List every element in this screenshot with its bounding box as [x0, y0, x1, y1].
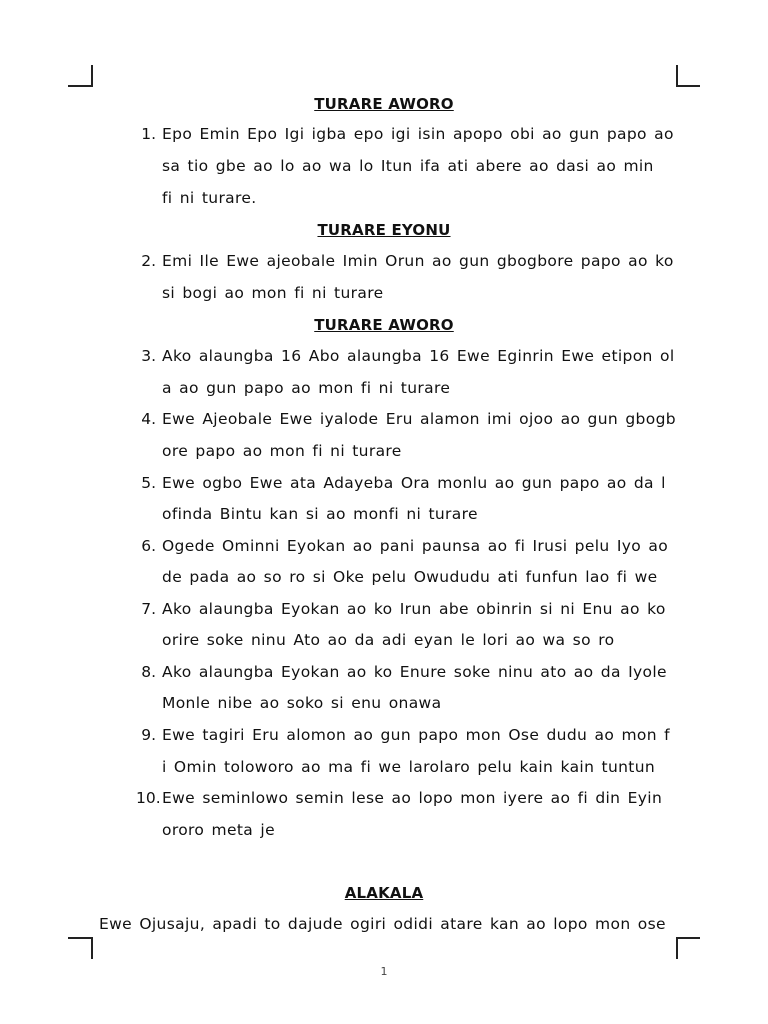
list-item-line: Ewe tagiri Eru alomon ao gun papo mon Ose dudu ao mon f [162, 726, 670, 744]
list-item-line: ororo meta je [162, 821, 275, 839]
page-number: 1 [380, 965, 388, 978]
list-item-number: 9. [141, 726, 156, 744]
list-item-number: 8. [141, 663, 156, 681]
list-item-line: si bogi ao mon fi ni turare [162, 284, 384, 302]
list-item-line: Ewe seminlowo semin lese ao lopo mon iyere ao fi din Eyin [162, 789, 663, 807]
list-item-line: ofinda Bintu kan si ao monfi ni turare [162, 505, 478, 523]
list-item-number: 5. [141, 474, 156, 492]
list-item-line: fi ni turare. [162, 189, 257, 207]
list-item-number: 6. [141, 537, 156, 555]
list-item-line: Ako alaungba Eyokan ao ko Irun abe obinrin si ni Enu ao ko [162, 600, 666, 618]
paragraph-text: Ewe Ojusaju, apadi to dajude ogiri odidi atare kan ao lopo mon ose [99, 915, 666, 933]
list-item-number: 7. [141, 600, 156, 618]
list-item-line: Ako alaungba Eyokan ao ko Enure soke ninu ato ao da Iyole [162, 663, 667, 681]
list-item-line: Emi Ile Ewe ajeobale Imin Orun ao gun gbogbore papo ao ko [162, 252, 674, 270]
list-item-line: orire soke ninu Ato ao da adi eyan le lori ao wa so ro [162, 631, 615, 649]
list-item-line: Monle nibe ao soko si enu onawa [162, 694, 442, 712]
list-item-number: 3. [141, 347, 156, 365]
list-item-line: Ako alaungba 16 Abo alaungba 16 Ewe Eginrin Ewe etipon ol [162, 347, 675, 365]
list-item-number: 10. [136, 789, 161, 807]
list-item-line: Ewe ogbo Ewe ata Adayeba Ora monlu ao gun papo ao da l [162, 474, 666, 492]
list-item-number: 2. [141, 252, 156, 270]
list-item-line: de pada ao so ro si Oke pelu Owududu ati funfun lao fi we [162, 568, 658, 586]
list-item-line: a ao gun papo ao mon fi ni turare [162, 379, 451, 397]
list-item-line: Epo Emin Epo Igi igba epo igi isin apopo obi ao gun papo ao [162, 125, 674, 143]
section-heading: TURARE AWORO [314, 95, 454, 113]
list-item-line: i Omin toloworo ao ma fi we larolaro pelu kain kain tuntun [162, 758, 656, 776]
list-item-line: Ogede Ominni Eyokan ao pani paunsa ao fi Irusi pelu Iyo ao [162, 537, 669, 555]
section-heading: TURARE EYONU [317, 221, 451, 239]
list-item-line: Ewe Ajeobale Ewe iyalode Eru alamon imi ojoo ao gun gbogb [162, 410, 676, 428]
list-item-line: sa tio gbe ao lo ao wa lo Itun ifa ati abere ao dasi ao min [162, 157, 654, 175]
list-item-line: ore papo ao mon fi ni turare [162, 442, 402, 460]
list-item-number: 1. [141, 125, 156, 143]
list-item-number: 4. [141, 410, 156, 428]
section-heading: ALAKALA [344, 884, 424, 902]
section-heading: TURARE AWORO [314, 316, 454, 334]
